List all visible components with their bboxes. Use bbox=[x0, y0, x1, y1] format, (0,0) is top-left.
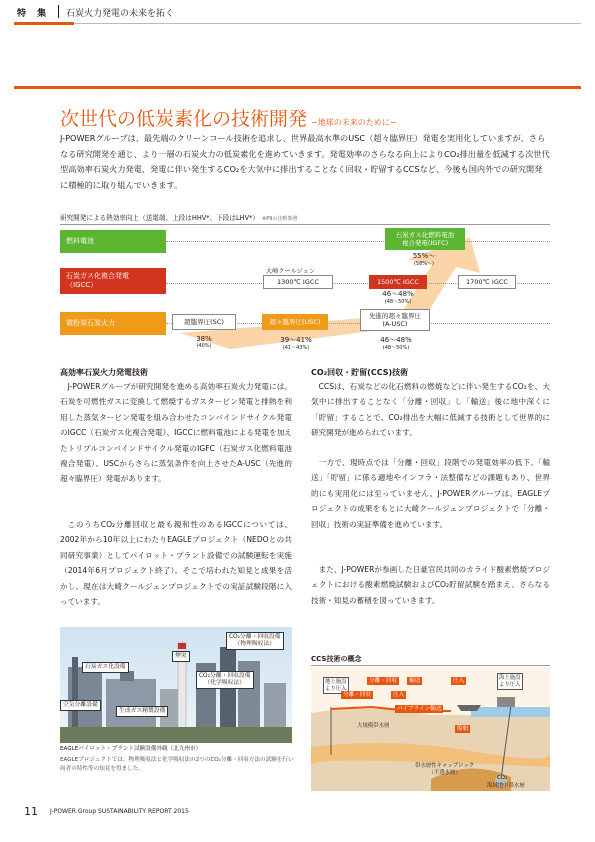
photo-caption: EAGLEパイロット・プラント試験設備外観（北九州市） bbox=[60, 746, 202, 752]
title-rule bbox=[14, 86, 581, 89]
value-usc-lhv: (41〜43%) bbox=[282, 345, 310, 351]
label-air-separation: 空気分離設備 bbox=[60, 700, 101, 711]
ccs-transport: 輸送 bbox=[409, 678, 421, 684]
ccs-separate-2: 分離・回収 bbox=[343, 692, 371, 698]
chart-caption bbox=[60, 212, 297, 222]
box-igcc-1300: 1300℃ IGCC bbox=[263, 275, 333, 289]
label-co2-chemical: CO₂分離・回収設備 （化学吸収法） bbox=[196, 671, 254, 689]
ccs-offshore: 海上施設 より圧入 bbox=[497, 673, 523, 690]
report-name: J-POWER Group SUSTAINABILITY REPORT 2015 bbox=[50, 808, 189, 815]
row-label-igcc: 石炭ガス化複合発電 （IGCC） bbox=[60, 268, 166, 294]
value-igfc-hhv: 55%〜 bbox=[412, 252, 436, 260]
ccs-diagram-heading: CCS技術の概念 bbox=[311, 655, 362, 663]
ccs-co2: CO₂ bbox=[497, 775, 508, 781]
value-sc bbox=[180, 335, 228, 350]
right-paragraph-3: また、J-POWERが参画した日豪官民共同のカライド酸素燃焼プロジェクトにおける酸素燃焼試験およびCO₂貯留試験を踏まえ、さらなる技術・知見の蓄積を図っていきます。 bbox=[311, 565, 550, 605]
row-label-pcf: 微粉炭石炭火力 bbox=[60, 312, 166, 335]
left-paragraph-2: このうちCO₂分離回収と最も親和性のあるIGCCについては、2002年から10年以上にわたりEAGLEプロジェクト（NEDOとの共同研究事業）としてパイロット・プラント設備での試験運転を実施（2014年6月プロジェクト終了）。そこで培われた知見と成果を活かし、現在は大崎クールジェンプロジェクトでの実証試験段階に入っています。 bbox=[60, 520, 292, 607]
value-ausc-hhv: 46〜48% bbox=[380, 336, 412, 344]
ccs-inject-2: 圧入 bbox=[393, 692, 405, 698]
value-ausc-lhv: (48〜50%) bbox=[382, 345, 410, 351]
row-guide-fuel-cell bbox=[166, 241, 550, 243]
value-usc bbox=[268, 335, 324, 352]
heading-high-efficiency: 高効率石炭火力発電技術 bbox=[60, 368, 148, 377]
value-ausc bbox=[368, 335, 424, 352]
label-gasifier: 石炭ガス化設備 bbox=[82, 662, 129, 673]
left-paragraph-1: J-POWERグループが研究開発を進める高効率石炭火力発電には、石炭を可燃性ガスに変換して燃焼するガスタービン発電と排熱を利用した蒸気タービン発電を組み合わせたコンバインドサイクル発電のIGCC（石炭ガス化複合発電）、IGCCに燃料電池による発電を加えたトリプルコンバインドサイクル発電のIGFC（石炭ガス化燃料電池複合発電）、USCからさらに蒸気条件を向上させたA-USC（先進的超々臨界圧）発電があります。 bbox=[60, 382, 292, 484]
value-sc-lhv: (40%) bbox=[196, 343, 212, 349]
value-sc-hhv: 38% bbox=[196, 335, 212, 343]
page-title bbox=[60, 104, 396, 131]
ccs-onshore: 地上施設 より圧入 bbox=[323, 677, 349, 694]
box-ausc: 先進的超々臨界圧 (A-USC) bbox=[360, 309, 430, 331]
value-igcc-1500 bbox=[372, 289, 424, 306]
heading-ccs: CO₂回収・貯留(CCS)技術 bbox=[311, 368, 409, 377]
intro-paragraph: J-POWERグループは、最先端のクリーンコール技術を追求し、世界最高水準のUSC（超々臨界圧）発電を実用化していますが、さらなる研究開発を通じ、より一層の石炭火力の低炭素化を進めていきます。発電効率のさらなる向上によりCO₂排出量を低減する次世代型高効率石炭火力発電、発電に伴い発生するCO₂を大気中に排出することなく回収・貯留するCCSなど、今後も国内外での研究開発に積極的に取り組んでいきます。 bbox=[60, 133, 550, 190]
ccs-separate: 分離・回収 bbox=[369, 678, 397, 684]
ccs-pipeline: パイプライン輸送 bbox=[397, 706, 442, 712]
ccs-diagram bbox=[311, 667, 550, 791]
value-usc-hhv: 39〜41% bbox=[280, 336, 312, 344]
photo-note: EAGLEプロジェクトでは、物理吸収法と化学吸収法の2つのCO₂分離・回収方法の試験を行い両者の特性等の知見を得ました。 bbox=[60, 757, 294, 772]
label-gas-purification: 生成ガス精製設備 bbox=[116, 706, 168, 717]
box-usc: 超々臨界圧(USC) bbox=[262, 314, 328, 330]
box-sc: 超臨界圧(SC) bbox=[172, 314, 236, 330]
value-igcc-1500-lhv: (48〜50%) bbox=[384, 299, 412, 305]
header-divider bbox=[58, 5, 59, 18]
ccs-inject: 圧入 bbox=[453, 678, 465, 684]
eagle-plant-photo bbox=[60, 627, 292, 743]
feature-label: 特 集 bbox=[17, 9, 51, 19]
row-label-fuel-cell: 燃料電池 bbox=[60, 230, 166, 253]
value-igfc-lhv: (58%〜) bbox=[413, 261, 434, 267]
page-number: 11 bbox=[24, 805, 38, 818]
right-paragraph-1: CCSは、石炭などの化石燃料の燃焼などに伴い発生するCO₂を、大気中に排出することなく「分離・回収」し「輸送」後に地中深くに「貯留」することで、CO₂排出を大幅に低減する技術として世界的に研究開発が進められています。 bbox=[311, 382, 550, 438]
value-igcc-1500-hhv: 46〜48% bbox=[382, 290, 414, 298]
ccs-aquifer: 大規模帯水層 bbox=[357, 723, 390, 729]
chart-caption-text: 研究開発による熱効率向上（送電端、上段はHHV*、下段はLHV*） bbox=[60, 214, 260, 222]
title-text: 次世代の低炭素化の技術開発 bbox=[60, 108, 308, 130]
header-accent-bar bbox=[14, 22, 74, 25]
box-igcc-1500: 1500℃ IGCC bbox=[369, 275, 427, 289]
chart-note: ※P9の注釈参照 bbox=[262, 216, 298, 222]
label-co2-physical: CO₂分離・回収設備 （物理吸収法） bbox=[226, 632, 284, 650]
right-paragraph-2: 一方で、現時点では「分離・回収」段階での発電効率の低下、「輸送」「貯留」に係る適地やインフラ・法整備などの課題もあり、世界的にも実用化には至っていません。J-POWERグループは、EAGLEプロジェクトの成果をもとに大崎クールジェンプロジェクトで「分離・回収」技術の実証準備を進めています。 bbox=[311, 458, 550, 529]
box-igfc: 石炭ガス化燃料電池 複合発電(IGFC) bbox=[385, 228, 465, 250]
ccs-caprock: 帯水層性キャップロック （不透水層） bbox=[415, 763, 475, 776]
header-rule bbox=[14, 23, 581, 24]
ccs-ship: 船舶 bbox=[457, 726, 469, 732]
value-igfc bbox=[398, 251, 450, 268]
box-igcc-1700: 1700℃ IGCC bbox=[458, 275, 516, 289]
ccs-diagram-rule bbox=[311, 665, 550, 666]
ccs-seabed: 海域地中帯水層 bbox=[487, 783, 525, 789]
label-stack: 煙突 bbox=[172, 651, 190, 662]
page-header bbox=[0, 0, 595, 24]
title-tagline: −地球の未来のために− bbox=[311, 118, 397, 127]
feature-subtitle: 石炭火力発電の未来を拓く bbox=[66, 9, 175, 19]
osaki-label: 大崎クールジェン bbox=[266, 268, 316, 275]
